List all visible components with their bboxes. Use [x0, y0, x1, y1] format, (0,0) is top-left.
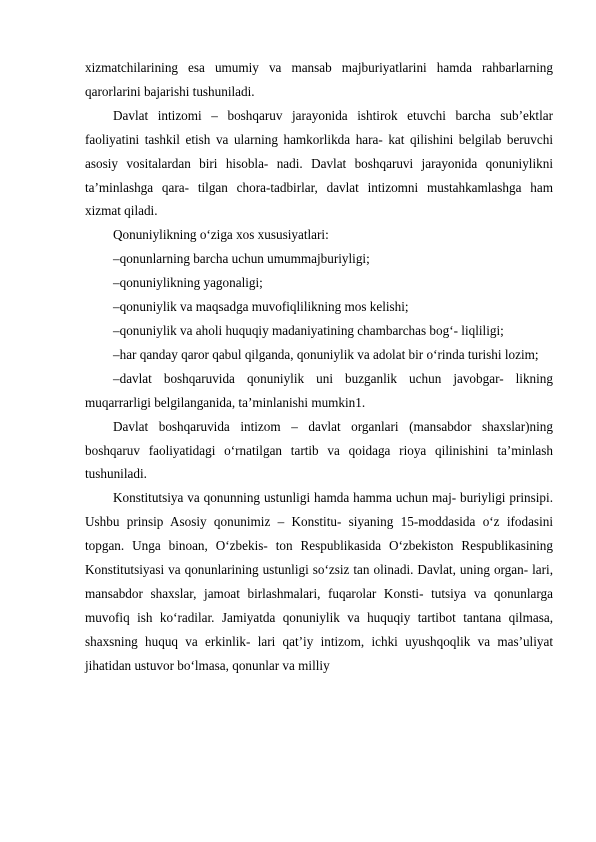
list-item-expediency: –qonuniylik va maqsadga muvofiqlilikning mos kelishi;: [113, 299, 409, 315]
paragraph-legality-features-heading: Qonuniylikning o‘ziga xos xususiyatlari:: [113, 227, 329, 243]
list-item-legal-culture: –qonuniylik va aholi huquqiy madaniyatining chambarchas bog‘- liqliligi;: [113, 322, 504, 338]
paragraph-discipline-definition: Davlat boshqaruvida intizom – davlat organlari (mansabdor shaxslar)ning boshqaruv faoliyatidagi o‘rnatilgan tartib va qoidaga rioya qilinishini ta’minlash tushuniladi.: [85, 418, 553, 482]
paragraph-constitution-supremacy: Konstitutsiya va qonunning ustunligi hamda hamma uchun maj- buriyligi prinsipi. Ushbu prinsip Asosiy qonunimiz – Konstitu- siyaning 15-moddasida o‘z ifodasini topgan. Unga binoan, O‘zbekis- ton Respublikasida O‘zbekiston Respublikasining Konstitutsiyasi va qonunlarining ustunligi so‘zsiz tan olinadi. Davlat, uning organ- lari, mansabdor shaxslar, jamoat birlashmalari, fuqarolar Konsti- tutsiya va qonunlarga muvofiq ish ko‘radilar. Jamiyatda qonuniylik va huquqiy tartibot tantana qilmasa, shaxsning huquq va erkinlik- lari qat’iy intizom, ichki uyushqoqlik va mas’uliyat jihatidan ustuvor bo‘lmasa, qonunlar va milliy: [85, 490, 553, 673]
list-item-inevitability-of-liability: –davlat boshqaruvida qonuniylik uni buzganlik uchun javobgar- likning muqarrarligi belgilanganida, ta’minlanishi mumkin1.: [85, 370, 553, 410]
paragraph-state-discipline: Davlat intizomi – boshqaruv jarayonida ishtirok etuvchi barcha sub’ektlar faoliyatini tashkil etish va ularning hamkorlikda hara- kat qilishini belgilab beruvchi asosiy vositalardan biri hisobla- nadi. Davlat boshqaruvi jarayonida qonuniylikni ta’minlashga qara- tilgan chora-tadbirlar, davlat intizomni mustahkamlashga ham xizmat qiladi.: [85, 107, 553, 219]
list-item-legality-and-justice: –har qanday qaror qabul qilganda, qonuniylik va adolat bir o‘rinda turishi lozim;: [113, 346, 539, 362]
list-item-universal-obligation: –qonunlarning barcha uchun umummajburiyligi;: [113, 251, 370, 267]
body-text: [85, 56, 553, 678]
list-item-unity-of-legality: –qonuniylikning yagonaligi;: [113, 275, 263, 291]
paragraph-continuation: xizmatchilarining esa umumiy va mansab majburiyatlarini hamda rahbarlarning qarorlarini bajarishi tushuniladi.: [85, 60, 553, 99]
